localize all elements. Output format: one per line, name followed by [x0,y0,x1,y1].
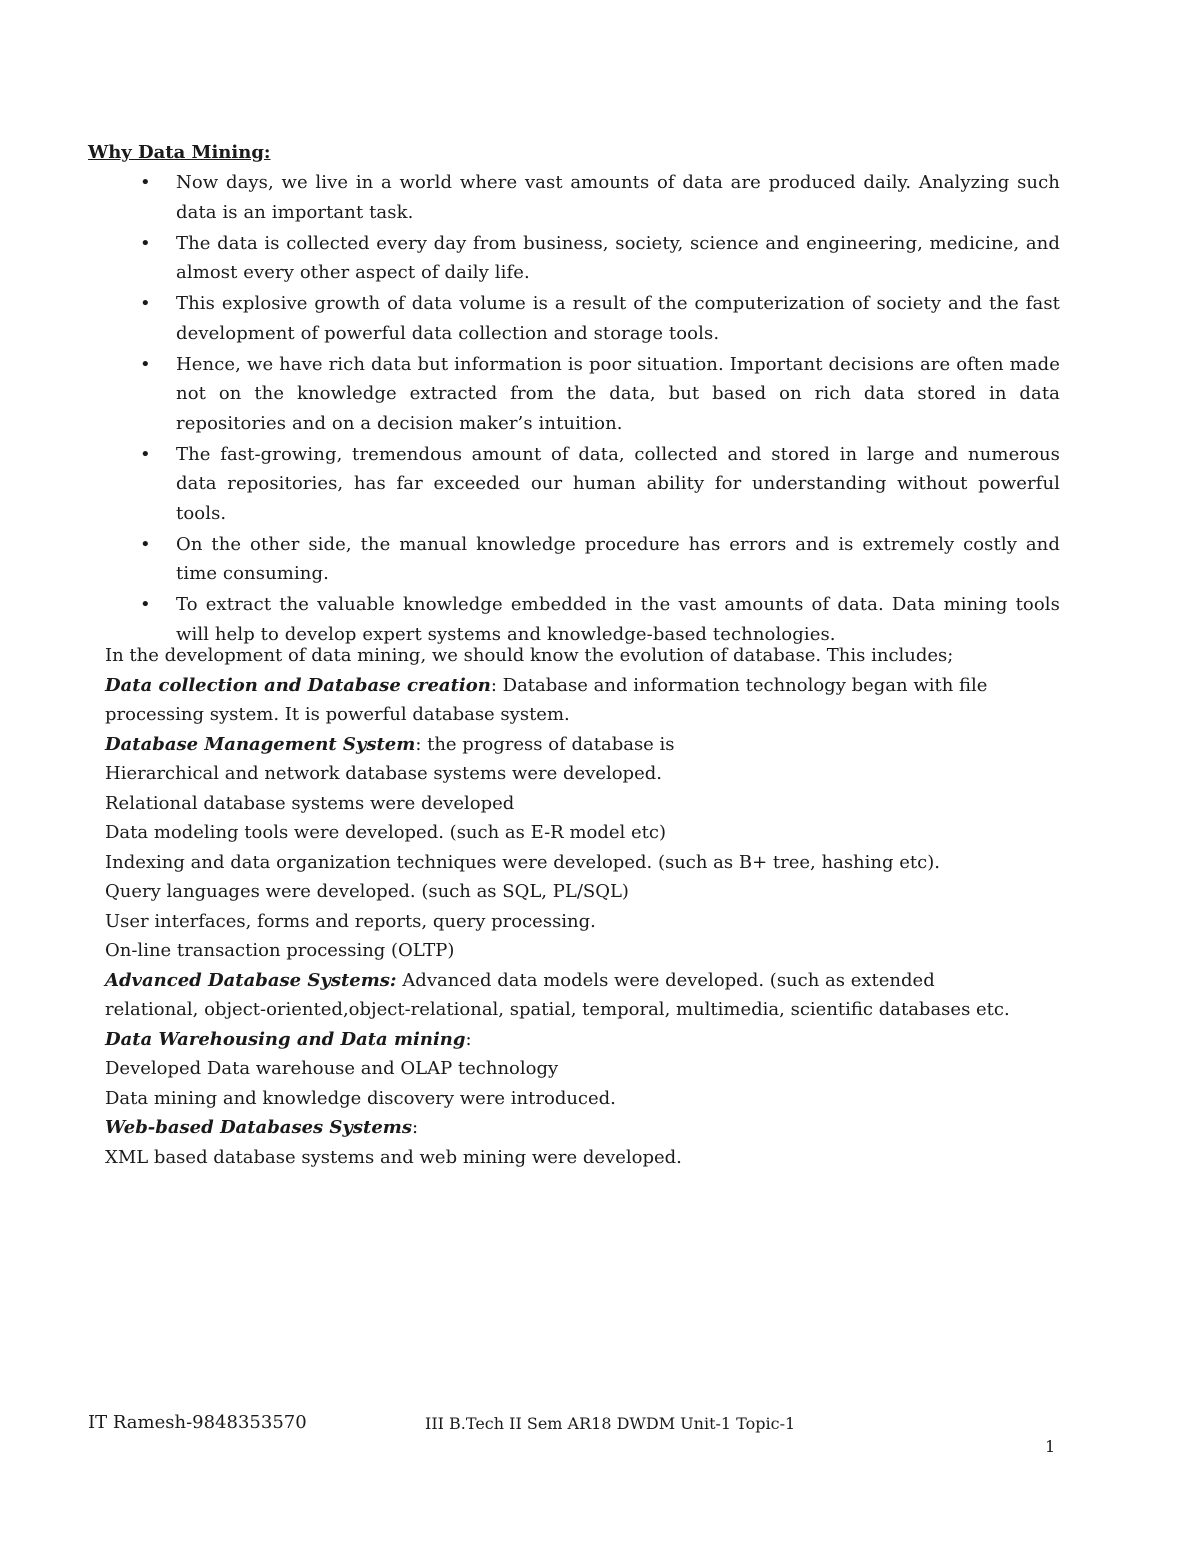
bullet-icon: • [140,293,151,314]
bullet-item [88,229,1060,288]
dbms-line: Relational database systems were developed [105,792,515,814]
bullet-text: This explosive growth of data volume is a result of the computerization of society and the fast development of powerful data collection and storage tools. [176,293,1060,344]
dbms-separator: : [415,733,428,755]
footer-author: IT Ramesh-9848353570 [88,1412,307,1433]
web-label: Web-based Databases Systems [105,1117,412,1138]
evolution-body [105,641,1065,1172]
collection-label: Data collection and Database creation [105,674,491,696]
intro-paragraph: In the development of data mining, we should know the evolution of database. This includes; [105,645,954,666]
bullet-item [88,440,1060,529]
bullet-icon: • [140,172,151,193]
collection-paragraph [105,671,1020,730]
bullet-text: Hence, we have rich data but information is poor situation. Important decisions are often made not on the knowledge extracted from the data, but based on rich data stored in data repositories and on a decision maker’s intuition. [176,353,1060,434]
dbms-text: the progress of database is [427,733,675,755]
dbms-line: Query languages were developed. (such as SQL, PL/SQL) [105,881,629,902]
collection-text: Database and information technology began with file processing system. It is powerful database system. [105,674,988,725]
section-heading: Why Data Mining: [88,142,271,163]
bullet-item [88,168,1060,227]
warehousing-separator: : [465,1028,472,1050]
collection-separator: : [490,674,503,696]
bullet-text: Now days, we live in a world where vast amounts of data are produced daily. Analyzing such data is an important task. [176,172,1060,223]
bullet-icon: • [140,232,151,254]
bullet-item [88,350,1060,439]
warehousing-label: Data Warehousing and Data mining [105,1028,466,1050]
dbms-line: Indexing and data organization techniques were developed. (such as B+ tree, hashing etc). [105,851,940,873]
bullet-text: On the other side, the manual knowledge procedure has errors and is extremely costly and time consuming. [176,533,1060,584]
advanced-paragraph [105,966,1020,1025]
dbms-line: Hierarchical and network database systems were developed. [105,763,662,784]
bullet-item [88,530,1060,589]
dbms-label: Database Management System [105,733,416,755]
web-separator: : [411,1117,419,1138]
dbms-line: User interfaces, forms and reports, query processing. [105,910,596,932]
bullet-text: The fast-growing, tremendous amount of data, collected and stored in large and numerous data repositories, has far exceeded our human ability for understanding without powerful tools. [176,443,1060,524]
web-paragraph [105,1113,1065,1143]
warehousing-paragraph [105,1025,1065,1055]
page-number: 1 [1045,1437,1056,1456]
bullet-text: The data is collected every day from business, society, science and engineering, medicine, and almost every other aspect of daily life. [176,232,1060,283]
bullet-icon: • [140,533,151,555]
bullet-item [88,289,1060,348]
advanced-text: Advanced data models were developed. (such as extended relational, object-oriented,object-relational, spatial, temporal, multimedia, scientific databases etc. [105,969,1010,1020]
footer-course: III B.Tech II Sem AR18 DWDM Unit-1 Topic-1 [425,1414,796,1433]
bullet-icon: • [140,353,151,375]
warehousing-line: Developed Data warehouse and OLAP technology [105,1058,559,1079]
warehousing-line: Data mining and knowledge discovery were introduced. [105,1087,616,1109]
dbms-line: On-line transaction processing (OLTP) [105,940,455,961]
bullet-icon: • [140,443,151,465]
bullet-icon: • [140,594,151,615]
web-line: XML based database systems and web mining were developed. [105,1146,682,1168]
bullet-list [88,168,1060,651]
bullet-text: To extract the valuable knowledge embedded in the vast amounts of data. Data mining tools will help to develop expert systems and knowledge-based technologies. [176,594,1060,645]
dbms-line: Data modeling tools were developed. (such as E-R model etc) [105,822,666,843]
dbms-paragraph [105,730,1065,760]
advanced-label: Advanced Database Systems: [105,969,397,991]
